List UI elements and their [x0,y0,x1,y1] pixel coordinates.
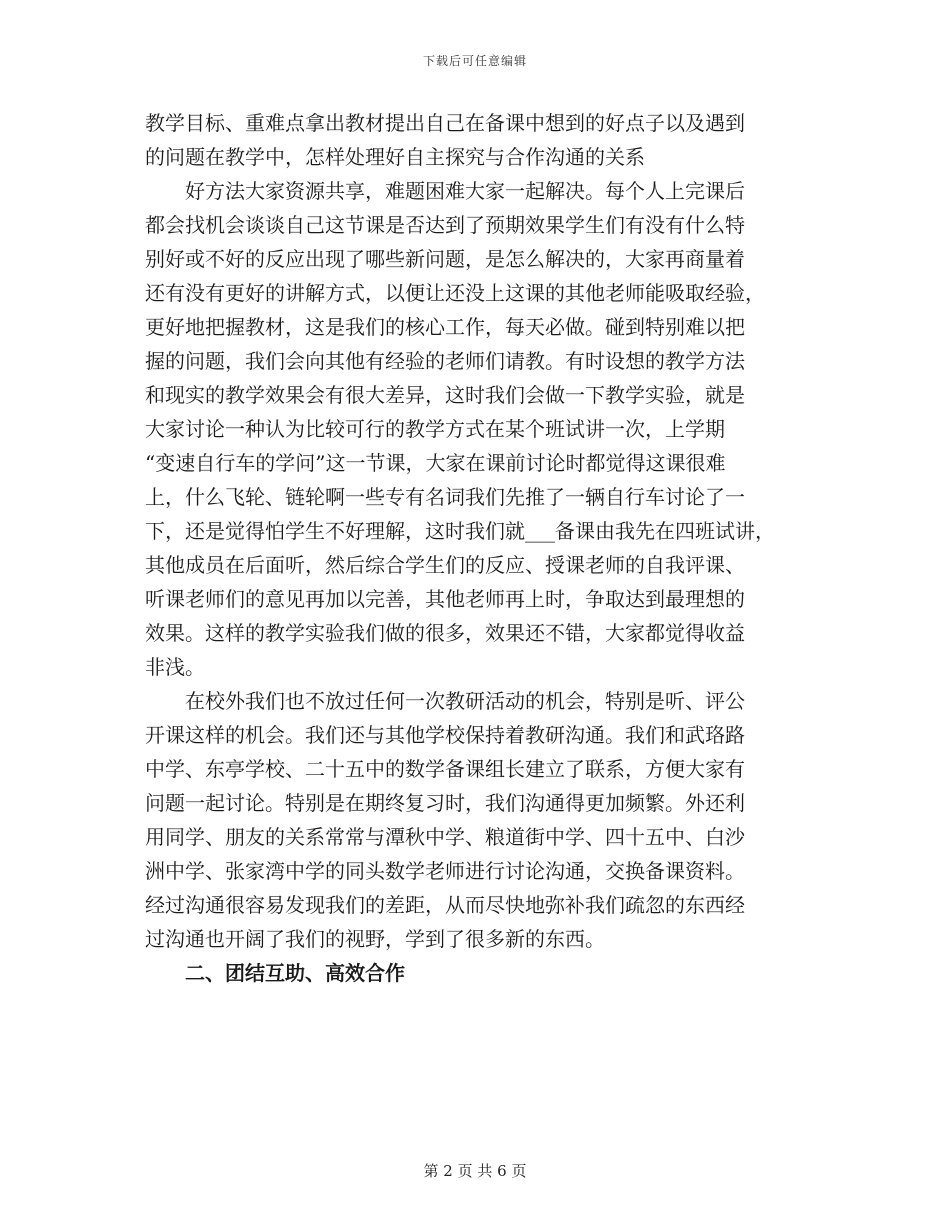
text-line: 效果。这样的教学实验我们做的很多，效果还不错，大家都觉得收益 [145,621,745,645]
text-line: 的问题在教学中，怎样处理好自主探究与合作沟通的关系 [145,145,645,169]
text-line: 中学、东亭学校、二十五中的数学备课组长建立了联系，方便大家有 [145,757,745,781]
text-line: 其他成员在后面听，然后综合学生们的反应、授课老师的自我评课、 [145,553,745,577]
text-line: 和现实的教学效果会有很大差异，这时我们会做一下教学实验，就是 [145,383,745,407]
paragraph-start-line: 在校外我们也不放过任何一次教研活动的机会，特别是听、评公 [185,689,745,713]
text-line: 都会找机会谈谈自己这节课是否达到了预期效果学生们有没有什么特 [145,213,745,237]
text-line: 过沟通也开阔了我们的视野，学到了很多新的东西。 [145,927,605,951]
text-line: 洲中学、张家湾中学的同头数学老师进行讨论沟通，交换备课资料。 [145,859,745,883]
text-line: “变速自行车的学问”这一节课，大家在课前讨论时都觉得这课很难 [145,451,726,475]
text-line: 握的问题，我们会向其他有经验的老师们请教。有时设想的教学方法 [145,349,745,373]
page-header: 下载后可任意编辑 [422,54,527,68]
text-line: 用同学、朋友的关系常常与潭秋中学、粮道街中学、四十五中、白沙 [145,825,745,849]
text-line: 问题一起讨论。特别是在期终复习时，我们沟通得更加频繁。外还利 [145,791,745,815]
text-line: 开课这样的机会。我们还与其他学校保持着教研沟通。我们和武珞路 [145,723,745,747]
document-body [145,106,805,990]
text-line: 下，还是觉得怕学生不好理解，这时我们就___备课由我先在四班试讲， [145,519,775,543]
paragraph-start-line: 好方法大家资源共享，难题困难大家一起解决。每个人上完课后 [185,179,745,203]
text-line: 别好或不好的反应出现了哪些新问题，是怎么解决的，大家再商量着 [145,247,745,271]
text-line: 非浅。 [145,655,205,679]
text-line: 还有没有更好的讲解方式，以便让还没上这课的其他老师能吸取经验， [145,281,765,305]
text-line: 经过沟通很容易发现我们的差距，从而尽快地弥补我们疏忽的东西经 [145,893,745,917]
text-line: 听课老师们的意见再加以完善，其他老师再上时，争取达到最理想的 [145,587,745,611]
text-line: 大家讨论一种认为比较可行的教学方式在某个班试讲一次，上学期 [145,417,725,441]
page-number-footer: 第 2 页 共 6 页 [423,1162,527,1180]
section-heading: 二、团结互助、高效合作 [185,961,405,985]
text-line: 更好地把握教材，这是我们的核心工作，每天必做。碰到特别难以把 [145,315,745,339]
text-line: 上，什么飞轮、链轮啊一些专有名词我们先推了一辆自行车讨论了一 [145,485,745,509]
text-line: 教学目标、重难点拿出教材提出自己在备课中想到的好点子以及遇到 [145,111,745,135]
